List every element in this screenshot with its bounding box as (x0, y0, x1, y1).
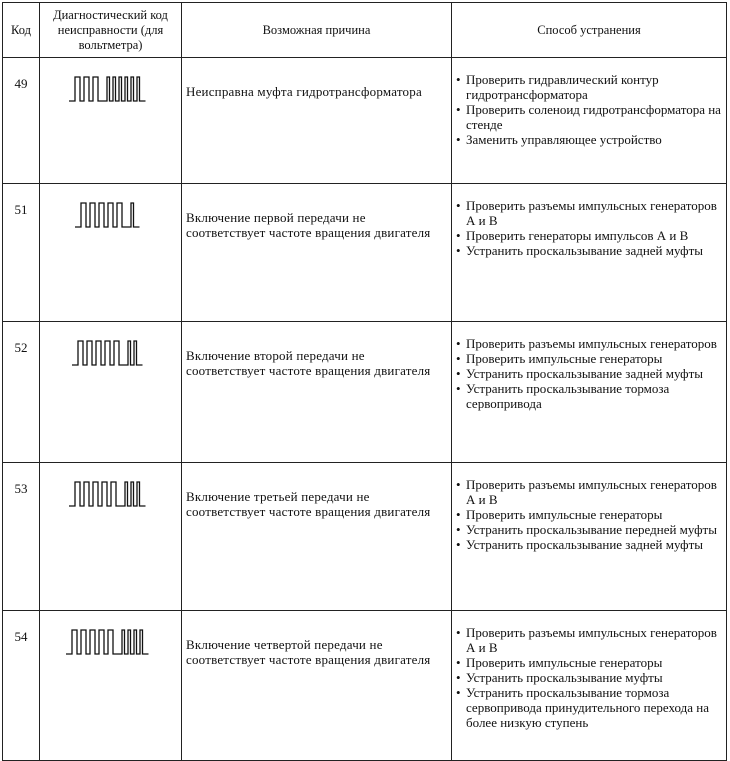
row-code: 51 (3, 184, 40, 322)
pulse-waveform-cell (40, 463, 182, 611)
pulse-train (66, 630, 149, 654)
row-cause: Включение третьей передачи не соответствует частоте вращения двигателя (182, 463, 452, 611)
fix-item: • Проверить генераторы импульсов А и В (456, 228, 723, 243)
fix-item: • Устранить проскальзывание тормоза сервопривода принудительного перехода на более низкую ступень (456, 685, 723, 730)
diagnostic-codes-table (2, 2, 727, 761)
table-row (3, 611, 727, 761)
pulse-train (75, 203, 140, 227)
fix-item: • Устранить проскальзывание задней муфты (456, 243, 723, 258)
fix-item: • Проверить разъемы импульсных генераторов (456, 336, 723, 351)
row-fixes (452, 463, 727, 611)
pulse-waveform (48, 200, 174, 230)
pulse-train (72, 341, 143, 365)
fix-item: • Проверить разъемы импульсных генераторов А и В (456, 477, 723, 507)
row-code: 52 (3, 322, 40, 463)
pulse-waveform-cell (40, 611, 182, 761)
table-row (3, 463, 727, 611)
row-cause: Включение первой передачи не соответствует частоте вращения двигателя (182, 184, 452, 322)
pulse-waveform-cell (40, 184, 182, 322)
row-cause: Неисправна муфта гидротрансформатора (182, 58, 452, 184)
row-cause: Включение второй передачи не соответствует частоте вращения двигателя (182, 322, 452, 463)
fix-item: • Заменить управляющее устройство (456, 132, 723, 147)
table-row (3, 58, 727, 184)
pulse-waveform (48, 479, 174, 509)
table-header-row (3, 3, 727, 58)
row-fixes (452, 611, 727, 761)
pulse-train (69, 482, 146, 506)
fix-item: • Устранить проскальзывание задней муфты (456, 366, 723, 381)
fix-item: • Проверить соленоид гидротрансформатора на стенде (456, 102, 723, 132)
pulse-train (69, 77, 146, 101)
pulse-waveform-cell (40, 58, 182, 184)
pulse-waveform (48, 74, 174, 104)
row-fixes (452, 58, 727, 184)
fix-item: • Проверить гидравлический контур гидротрансформатора (456, 72, 723, 102)
fix-item: • Проверить разъемы импульсных генераторов А и В (456, 625, 723, 655)
header-possible-cause: Возможная причина (182, 3, 452, 58)
row-cause: Включение четвертой передачи не соответствует частоте вращения двигателя (182, 611, 452, 761)
pulse-waveform (48, 338, 174, 368)
header-code: Код (3, 3, 40, 58)
row-code: 53 (3, 463, 40, 611)
row-fixes (452, 184, 727, 322)
fix-item: • Проверить импульсные генераторы (456, 351, 723, 366)
header-diagnostic-code: Диагностический код неисправности (для вольтметра) (40, 3, 182, 58)
fix-item: • Проверить разъемы импульсных генераторов А и В (456, 198, 723, 228)
row-fixes (452, 322, 727, 463)
pulse-waveform-cell (40, 322, 182, 463)
fix-item: • Устранить проскальзывание тормоза сервопривода (456, 381, 723, 411)
table-row (3, 184, 727, 322)
table-row (3, 322, 727, 463)
header-remedy: Способ устранения (452, 3, 727, 58)
fix-item: • Устранить проскальзывание задней муфты (456, 537, 723, 552)
fix-item: • Устранить проскальзывание муфты (456, 670, 723, 685)
fix-item: • Проверить импульсные генераторы (456, 507, 723, 522)
row-code: 54 (3, 611, 40, 761)
fix-item: • Устранить проскальзывание передней муфты (456, 522, 723, 537)
row-code: 49 (3, 58, 40, 184)
fix-item: • Проверить импульсные генераторы (456, 655, 723, 670)
